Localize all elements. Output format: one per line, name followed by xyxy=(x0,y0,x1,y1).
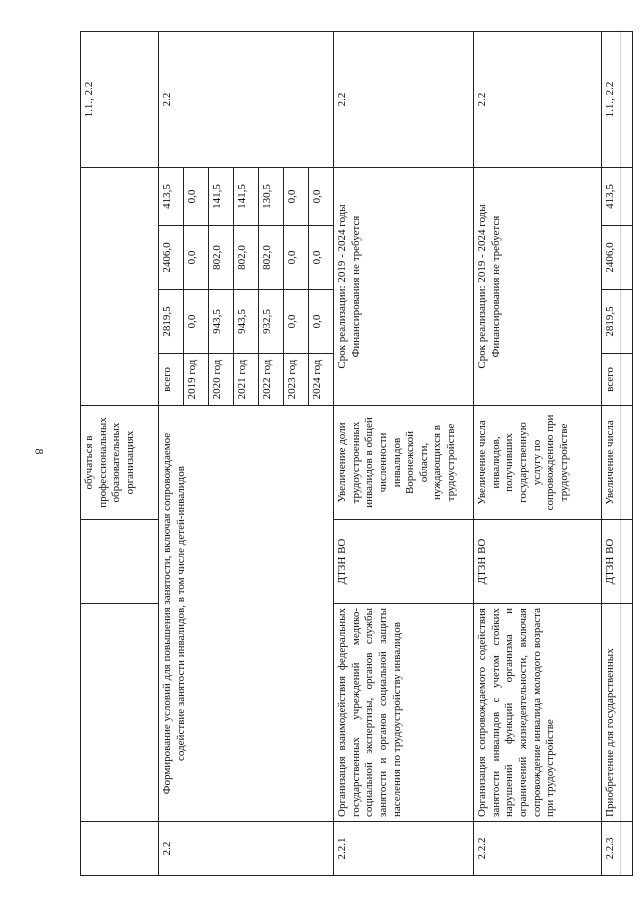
financing-text: Финансирования не требуется xyxy=(349,215,362,358)
period-cell: 2024 год xyxy=(309,354,334,406)
value-cell: 141,5 xyxy=(209,168,234,226)
item-name: Приобретение для государственных xyxy=(602,604,633,822)
table-cell xyxy=(81,604,159,822)
value-cell: 0,0 xyxy=(284,168,309,226)
links-cell: 2.2 xyxy=(334,32,474,168)
value-cell: 943,5 xyxy=(234,290,259,354)
value-cell: 130,5 xyxy=(259,168,284,226)
item-executor: ДТЗН ВО xyxy=(474,520,602,604)
value-cell: 0,0 xyxy=(309,290,334,354)
item-executor: ДТЗН ВО xyxy=(602,520,633,604)
value-cell: 0,0 xyxy=(184,168,209,226)
period-cell: 2021 год xyxy=(234,354,259,406)
section-row xyxy=(159,32,184,876)
period-cell: 2022 год xyxy=(259,354,284,406)
value-cell: 141,5 xyxy=(234,168,259,226)
term-text: Срок реализации: 2019 - 2024 годы xyxy=(336,204,348,369)
table-row xyxy=(602,32,633,876)
value-cell: 0,0 xyxy=(184,226,209,290)
item-name: Организация сопровождаемого содействия занятости инвалидов с учетом стойких нарушений функций организма и ограничений жизнедеятельности, включая сопровождение инвалида молодого возраста при трудоустройстве xyxy=(474,604,602,822)
period-cell: 2020 год xyxy=(209,354,234,406)
value-cell: 413,5 xyxy=(602,168,633,226)
document-sheet xyxy=(80,32,632,876)
table-cell xyxy=(81,520,159,604)
section-number: 2.2 xyxy=(159,822,334,876)
links-cell: 2.2 xyxy=(474,32,602,168)
item-number: 2.2.3 xyxy=(602,822,633,876)
links-cell: 1.1., 2.2 xyxy=(602,32,633,168)
term-text: Срок реализации: 2019 - 2024 годы xyxy=(476,204,488,369)
value-cell: 802,0 xyxy=(259,226,284,290)
period-cell: всего xyxy=(159,354,184,406)
value-cell: 0,0 xyxy=(184,290,209,354)
table-row xyxy=(81,32,159,876)
period-cell: 2023 год xyxy=(284,354,309,406)
value-cell: 932,5 xyxy=(259,290,284,354)
value-cell: 2819,5 xyxy=(602,290,633,354)
links-cell: 2.2 xyxy=(159,32,334,168)
item-executor: ДТЗН ВО xyxy=(334,520,474,604)
value-cell: 802,0 xyxy=(234,226,259,290)
result-cell: обучаться в профессиональных образовательных организациях xyxy=(81,406,159,520)
value-cell: 0,0 xyxy=(309,226,334,290)
value-cell: 2406,0 xyxy=(602,226,633,290)
period-cell: 2019 год xyxy=(184,354,209,406)
table-row xyxy=(474,32,602,876)
value-cell: 0,0 xyxy=(309,168,334,226)
section-title: Формирование условий для повышения занятости, включая сопровождаемое содействие занятости инвалидов, в том числе детей-инвалидов xyxy=(159,406,334,822)
value-cell: 0,0 xyxy=(284,226,309,290)
item-result: Увеличение числа инвалидов, получивших государственную услугу по сопровождению при трудоустройстве xyxy=(474,406,602,520)
links-cell: 1.1., 2.2 xyxy=(81,32,159,168)
item-financing xyxy=(334,168,474,406)
value-cell: 413,5 xyxy=(159,168,184,226)
item-number: 2.2.2 xyxy=(474,822,602,876)
item-name: Организация взаимодействия федеральных государственных учреждений медико-социальной экспертизы, органов службы занятости и органов социальной защиты населения по трудоустройству инвалидов xyxy=(334,604,474,822)
table-cell xyxy=(81,168,159,406)
value-cell: 802,0 xyxy=(209,226,234,290)
period-cell: всего xyxy=(602,354,633,406)
action-plan-table xyxy=(80,31,633,876)
item-result: Увеличение числа xyxy=(602,406,633,520)
page-number: 8 xyxy=(32,448,47,455)
item-result: Увеличение доли трудоустроенных инвалидов в общей численности инвалидов Воронежской области, нуждающихся в трудоустройстве xyxy=(334,406,474,520)
item-number: 2.2.1 xyxy=(334,822,474,876)
value-cell: 943,5 xyxy=(209,290,234,354)
value-cell: 2819,5 xyxy=(159,290,184,354)
item-financing xyxy=(474,168,602,406)
value-cell: 0,0 xyxy=(284,290,309,354)
table-cell xyxy=(81,822,159,876)
table-row xyxy=(334,32,474,876)
financing-text: Финансирования не требуется xyxy=(489,215,502,358)
value-cell: 2406,0 xyxy=(159,226,184,290)
